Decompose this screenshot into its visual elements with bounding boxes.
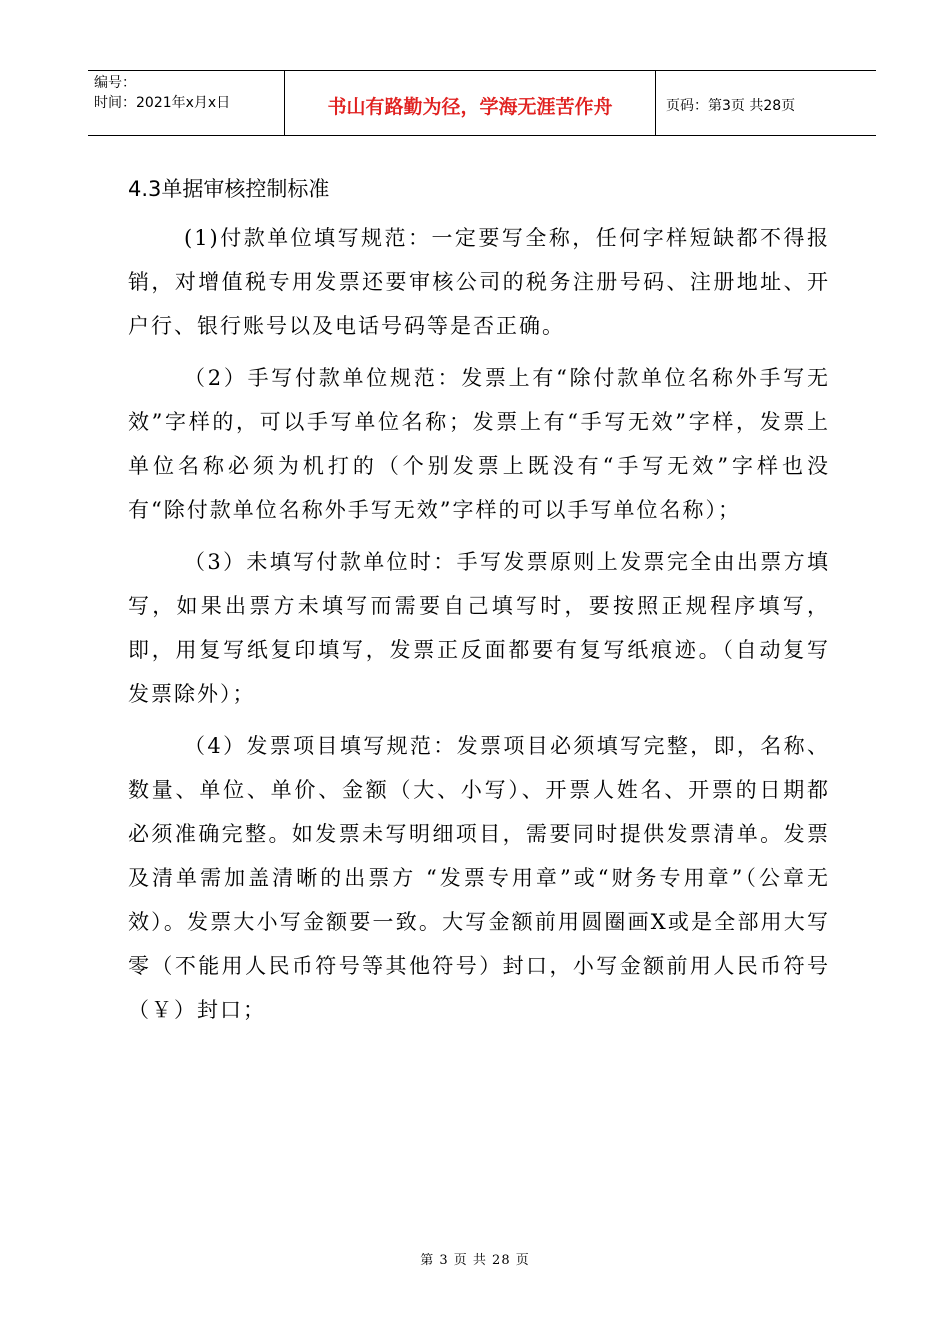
document-number-label: 编号：	[94, 75, 136, 91]
paragraph-4: （4）发票项目填写规范：发票项目必须填写完整，即，名称、数量、单位、单价、金额（大、小写）、开票人姓名、开票的日期都必须准确完整。如发票未写明细项目，需要同时提供发票清单。发票及清单需加盖清晰的出票方 “发票专用章”或“财务专用章”（公章无效）。发票大小写金额要一致。大写金额前用圆圈画X或是全部用大写零（不能用人民币符号等其他符号）封口，小写金额前用人民币符号（￥）封口；	[128, 734, 830, 1022]
paragraph-3: （3）未填写付款单位时：手写发票原则上发票完全由出票方填写，如果出票方未填写而需要自己填写时，要按照正规程序填写，即，用复写纸复印填写，发票正反面都要有复写纸痕迹。（自动复写发票除外）；	[128, 550, 830, 706]
header-page-number: 页码：第3页 共28页	[666, 98, 796, 114]
header-meta-cell	[88, 71, 285, 135]
header-motto: 书山有路勤为径，学海无涯苦作舟	[285, 71, 656, 135]
page-footer: 第 3 页 共 28 页	[420, 1253, 530, 1268]
section-title: 4.3单据审核控制标准	[128, 177, 330, 201]
document-body	[128, 172, 830, 1040]
page-header	[88, 70, 876, 136]
document-time-label: 时间：2021年x月x日	[94, 95, 231, 111]
paragraph-2: （2）手写付款单位规范：发票上有“除付款单位名称外手写无效”字样的，可以手写单位名称；发票上有“手写无效”字样，发票上单位名称必须为机打的（个别发票上既没有“手写无效”字样也没有“除付款单位名称外手写无效”字样的可以手写单位名称）；	[128, 366, 830, 522]
paragraph-1: (1)付款单位填写规范：一定要写全称，任何字样短缺都不得报销，对增值税专用发票还要审核公司的税务注册号码、注册地址、开户行、银行账号以及电话号码等是否正确。	[128, 226, 830, 338]
